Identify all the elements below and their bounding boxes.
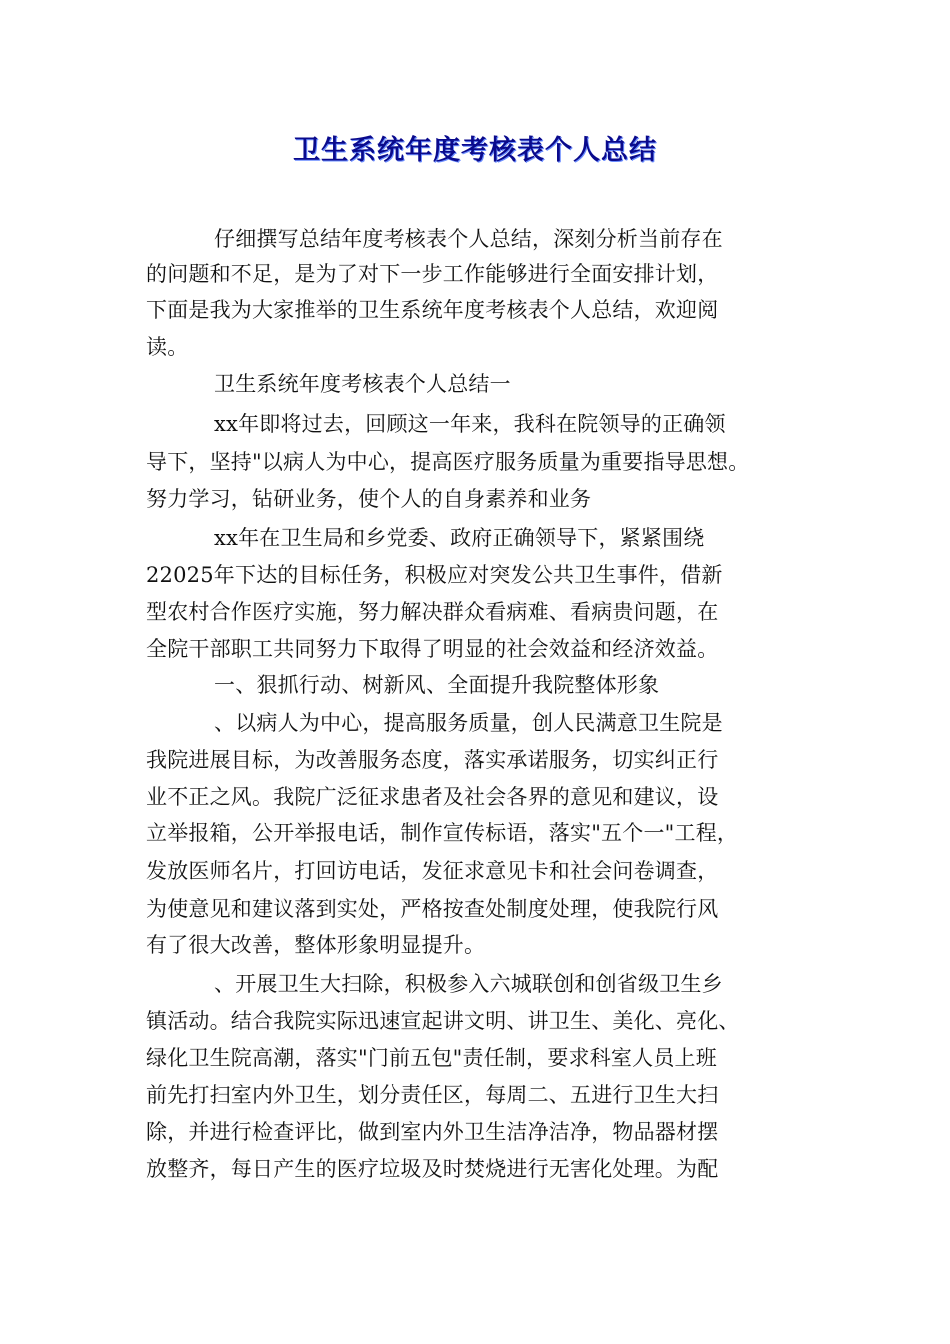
- text-line: 发放医师名片，打回访电话，发征求意见卡和社会问卷调查，: [146, 859, 719, 883]
- text-line: 、开展卫生大扫除，积极参入六城联创和创省级卫生乡: [214, 972, 723, 996]
- text-line: 立举报箱，公开举报电话，制作宣传标语，落实"五个一"工程，: [146, 821, 739, 845]
- text-line: 读。: [146, 335, 189, 359]
- document-title: 卫生系统年度考核表个人总结: [293, 135, 657, 166]
- section-heading: 卫生系统年度考核表个人总结一: [214, 372, 511, 396]
- text-line: 镇活动。结合我院实际迅速宣起讲文明、讲卫生、美化、亮化、: [146, 1009, 740, 1033]
- text-line: xx年即将过去，回顾这一年来，我科在院领导的正确领: [214, 412, 726, 436]
- text-line: 22025年下达的目标任务，积极应对突发公共卫生事件，借新: [146, 563, 723, 587]
- text-line: 努力学习，钻研业务，使个人的自身素养和业务: [146, 487, 592, 511]
- text-line: 除，并进行检查评比，做到室内外卫生洁净洁净，物品器材摆: [146, 1120, 719, 1144]
- text-line: 我院进展目标，为改善服务态度，落实承诺服务，切实纠正行: [146, 748, 719, 772]
- text-line: 业不正之风。我院广泛征求患者及社会各界的意见和建议，设: [146, 785, 719, 809]
- text-line: 、以病人为中心，提高服务质量，创人民满意卫生院是: [214, 711, 723, 735]
- text-line: 放整齐，每日产生的医疗垃圾及时焚烧进行无害化处理。为配: [146, 1157, 719, 1181]
- text-line: 有了很大改善，整体形象明显提升。: [146, 933, 486, 957]
- text-line: 前先打扫室内外卫生，划分责任区，每周二、五进行卫生大扫: [146, 1083, 719, 1107]
- text-line: 导下，坚持"以病人为中心，提高医疗服务质量为重要指导思想。: [146, 450, 750, 474]
- text-line: 绿化卫生院高潮，落实"门前五包"责任制，要求科室人员上班: [146, 1046, 717, 1070]
- text-line: 为使意见和建议落到实处，严格按查处制度处理，使我院行风: [146, 897, 719, 921]
- text-line: 仔细撰写总结年度考核表个人总结，深刻分析当前存在: [214, 227, 723, 251]
- text-line: xx年在卫生局和乡党委、政府正确领导下，紧紧围绕: [214, 526, 705, 550]
- text-line: 型农村合作医疗实施，努力解决群众看病难、看病贵问题，在: [146, 600, 719, 624]
- section-heading: 一、狠抓行动、树新风、全面提升我院整体形象: [214, 673, 660, 697]
- text-line: 的问题和不足，是为了对下一步工作能够进行全面安排计划，: [146, 262, 719, 286]
- text-line: 下面是我为大家推举的卫生系统年度考核表个人总结，欢迎阅: [146, 298, 719, 322]
- text-line: 全院干部职工共同努力下取得了明显的社会效益和经济效益。: [146, 637, 719, 661]
